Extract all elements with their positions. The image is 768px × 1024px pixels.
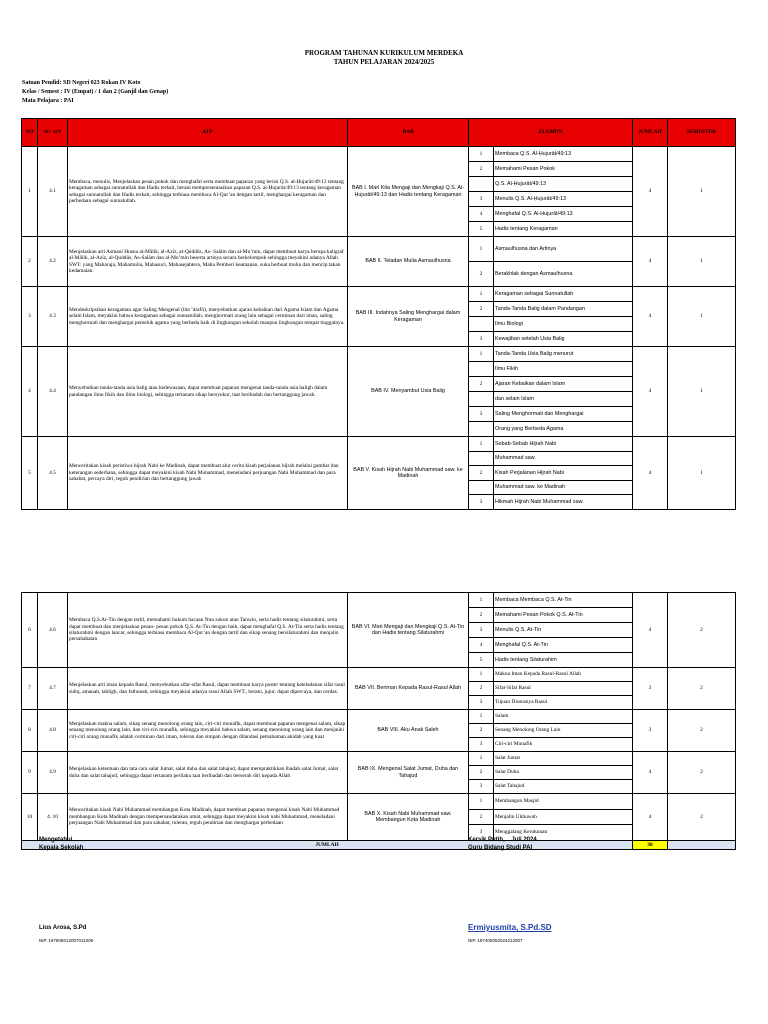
- element-number: 2: [469, 724, 494, 738]
- row-number: 2: [22, 237, 38, 287]
- element-text: Ilmu Biologi: [494, 317, 633, 332]
- row-semester: 2: [668, 593, 736, 668]
- row-jumlah: 3: [633, 710, 668, 752]
- row-number: 9: [22, 752, 38, 794]
- element-text: Q.S. Al-Ḥujurāt/49:13: [494, 177, 633, 192]
- row-atp-text: Membaca Q.S.At-Tin dengan tartil, memahami hukum bacaan Nun sukun atau Tanwin, serta hadis tentang silaturahmi, serta dapat membuat dan menjelaskan pesan- pesan pokok Q.S. At-Tin dengan baik, dapat menghafal Q.S. At-Tin serta hadis tentang silaturahmi dengan lancar, sehingga terbiasa membaca Al-Qur’an dengan tartil dan sikap senang bersilaturahmi dan menjalin persahabatan: [68, 593, 348, 668]
- table-row: [22, 752, 736, 766]
- element-number: 2: [469, 466, 494, 481]
- element-number: [469, 451, 494, 466]
- element-text: dan selain Islam: [494, 392, 633, 407]
- element-text: Hadis tentang Keragaman: [494, 222, 633, 237]
- element-text: Menghafal Q.S. At-Tin: [494, 638, 633, 653]
- element-text: Kisah Perjalanan Hijrah Nabi: [494, 466, 633, 481]
- row-number: 5: [22, 437, 38, 510]
- row-atp-number: 4.1: [38, 147, 68, 237]
- row-jumlah: 3: [633, 668, 668, 710]
- row-semester: 2: [668, 668, 736, 710]
- row-number: 7: [22, 668, 38, 710]
- header-no: NO: [22, 119, 38, 147]
- signature-left-label: [39, 836, 83, 852]
- element-text: Tanda-Tanda Balig dalam Pandangan: [494, 302, 633, 317]
- table-header: [22, 119, 736, 147]
- row-semester: 1: [668, 347, 736, 437]
- element-number: 4: [469, 207, 494, 222]
- total-empty: [668, 840, 736, 849]
- element-text: Ilmu Fikih: [494, 362, 633, 377]
- row-atp-text: Menjelaskan ketentuan dan tata cara salat Jumat, salat duha dan salat tahajud, dapat mempraktikkan ibadah salat Jumat, salat duha dan salat tahajud, sehingga dapat tertanam perilaku taat beribadah dan berserah diri kepada Allah: [68, 752, 348, 794]
- table-row: [22, 668, 736, 682]
- table-row: [22, 593, 736, 608]
- row-atp-number: 4.2: [38, 237, 68, 287]
- principal-name: Lius Arosa, S.Pd: [39, 925, 87, 931]
- element-number: 1: [469, 794, 494, 810]
- element-number: 3: [469, 696, 494, 710]
- meta-satuan: Satuan Pendid: SD Negeri 023 Rokan IV Koto: [22, 80, 141, 86]
- element-number: 1: [469, 593, 494, 608]
- guru-text: Guru Bidang Studi PAI: [468, 845, 533, 851]
- row-atp-text: Menceritakan kisah peristiwa hijrah Nabi ke Madinah, dapat membuat alur cerita kisah perjalanan hijrah melalui gambar dan keterangan sederhana, sehingga dapat meyakini kisah Nabi Muhammad, meneladani perjuangan Nabi Muhammad dan para sahabat, percaya diri, teguh pendirian dan bertanggung jawab: [68, 437, 348, 510]
- element-text: Salat Duha: [494, 766, 633, 780]
- element-number: 2: [469, 809, 494, 825]
- element-number: 1: [469, 147, 494, 162]
- element-number: [469, 422, 494, 437]
- element-text: Membangun Masjid: [494, 794, 633, 810]
- table-row: [22, 794, 736, 810]
- element-text: Sebab-Sebab Hijrah Nabi: [494, 437, 633, 452]
- element-text: Keragaman sebagai Sunnatullah: [494, 287, 633, 302]
- element-number: 2: [469, 377, 494, 392]
- header-semester: SEMESTER: [668, 119, 736, 147]
- row-atp-text: Menjelaskan arti Asmaul Husna al-Mālik, al-Azīz, al-Quddūs, As- Salām dan al-Mu’min, dapat membuat karya berupa kaligraf al-Mālik, al-Azīz, al-Quddūs, As-Salām dan al-Mu’min beserta artinya secara berkelompok sehingga meyakini adanya Allah SWT. yang Maharaja, Mahamulia, Mahasuci, Mahasejahtera, Maha Pemberi keamanan, suka berbuat mulia dan mencip takan kedamaian.: [68, 237, 348, 287]
- row-number: 4: [22, 347, 38, 437]
- element-number: [469, 392, 494, 407]
- element-text: Salam: [494, 710, 633, 724]
- row-jumlah: 4: [633, 752, 668, 794]
- element-number: 3: [469, 407, 494, 422]
- element-number: 3: [469, 192, 494, 207]
- element-number: 2: [469, 608, 494, 623]
- element-text: Tujuan Diutusnya Rasul: [494, 696, 633, 710]
- row-bab: BAB VIII. Aku Anak Saleh: [348, 710, 469, 752]
- element-number: 4: [469, 638, 494, 653]
- row-bab: BAB IX. Mengenal Salat Jumat, Duha dan Tahajud: [348, 752, 469, 794]
- element-number: 1: [469, 437, 494, 452]
- table-row: [22, 710, 736, 724]
- row-atp-number: 4.4: [38, 347, 68, 437]
- element-text: Senang Menolong Orang Lain: [494, 724, 633, 738]
- header-atp: ATP: [68, 119, 348, 147]
- row-atp-number: 4.8: [38, 710, 68, 752]
- row-bab: BAB X. Kisah Nabi Muhammad saw. Membangun Kota Madinah: [348, 794, 469, 841]
- element-number: 1: [469, 287, 494, 302]
- row-bab: BAB IV. Menyambut Usia Balig: [348, 347, 469, 437]
- element-text: Menulis Q.S. Al-Ḥujurāt/49:13: [494, 192, 633, 207]
- row-semester: 1: [668, 237, 736, 287]
- header-elemen: ELEMEN: [469, 119, 633, 147]
- row-jumlah: 4: [633, 347, 668, 437]
- row-jumlah: 4: [633, 287, 668, 347]
- row-atp-number: 4.5: [38, 437, 68, 510]
- row-atp-number: 4.7: [38, 668, 68, 710]
- row-atp-text: Menyebutkan tanda-tanda usia balig atau kedewasaan, dapat membuat paparan mengenai tanda-tanda usia baligh dalam pandangan ilmu fikih dan ilmu biologi, sehingga tertanam sikap bersyukur, taat beribadah dan bertanggung jawab.: [68, 347, 348, 437]
- doc-subtitle: TAHUN PELAJARAN 2024/2025: [333, 58, 435, 66]
- element-text: Sifat-Sifat Rasul: [494, 682, 633, 696]
- doc-title: PROGRAM TAHUNAN KURIKULUM MERDEKA: [304, 49, 464, 57]
- element-number: 3: [469, 495, 494, 510]
- element-text: Membaca Q.S. Al-Ḥujurāt/49:13: [494, 147, 633, 162]
- element-text: Muhammad saw. ke Madinah: [494, 480, 633, 495]
- element-number: 3: [469, 780, 494, 794]
- row-semester: 1: [668, 437, 736, 510]
- table-row: [22, 287, 736, 302]
- row-bab: BAB II. Teladan Mulia Asmaulhusna: [348, 237, 469, 287]
- element-number: [469, 317, 494, 332]
- row-number: 10: [22, 794, 38, 841]
- element-number: 1: [469, 347, 494, 362]
- element-number: 2: [469, 682, 494, 696]
- row-bab: BAB I. Mari Kita Mengaji dan Mengkaji Q.S. Al-Ḥujurāt/49:13 dan Hadis tentang Keragaman: [348, 147, 469, 237]
- row-atp-text: Mendeskripsikan keragaman agar Saling Mengenal (lita ‘ārafū), menyebutkan ajaran kebaikan dari Agama Islam dan Agama selain Islam, meyakini bahwa keragaman sebagai sunnatullah, menghormati orang lain sebagai cerminan dari iman, saling menghormati dan menghargai pemeluk agama yang berbeda baik di lingkungan sekolah maupun lingkungan tempat tinggalnya.: [68, 287, 348, 347]
- row-jumlah: 4: [633, 237, 668, 287]
- total-label: JUMLAH: [22, 840, 633, 849]
- total-row: [22, 840, 736, 849]
- element-text: Hadis tentang Silaturahim: [494, 653, 633, 668]
- row-atp-text: Menjelaskan makna salam, sikap senang menolong orang lain, ciri-ciri munafik, dapat membuat paparan mengenai salam, sikap senang menolong orang lain, dan ciri-ciri munafik, sehingga meyakini bahwa salam, senang menolong orang lain dan menjauhi ciri-ciri orang munafik adalah cerminan dari iman, toleran dan simpati dengan dilandasi pemahaman akidah yang kuat: [68, 710, 348, 752]
- row-bab: BAB III. Indahnya Saling Menghargai dalam Keragaman: [348, 287, 469, 347]
- row-atp-number: 4. 10: [38, 794, 68, 841]
- teacher-nip: NIP. 197405052024212007: [468, 938, 523, 943]
- element-text: Menghafal Q.S. Al-Ḥujurāt/49:13: [494, 207, 633, 222]
- element-number: [469, 177, 494, 192]
- row-atp-text: Menceritakan kisah Nabi Muhammad membangun Kota Madinah, dapat membuat paparan mengenai kisah Nabi Muhammad membangun Kota Madinah dengan mempersaudarakan umat, sehingga dapat meyakini kisah nabi Muhammad, meneladani perjuangan Nabi Muhammad dan para sahabat, toleran, teguh pendirian dan menghargai perbedaan: [68, 794, 348, 841]
- table-row: [22, 437, 736, 452]
- header-bab: BAB: [348, 119, 469, 147]
- element-text: Kewajiban setelah Usia Balig: [494, 332, 633, 347]
- element-number: 3: [469, 738, 494, 752]
- element-number: 1: [469, 752, 494, 766]
- signature-right-label: [468, 836, 537, 852]
- element-text: Ajaran Kebaikan dalam Islam: [494, 377, 633, 392]
- program-table-semester-1: [21, 118, 736, 510]
- meta-kelas: Kelas / Semest : IV (Empat) / 1 dan 2 (Ganjil dan Genap): [22, 89, 169, 95]
- header-no-atp: NO. ATP: [38, 119, 68, 147]
- element-number: 2: [469, 302, 494, 317]
- table-row: [22, 237, 736, 262]
- element-number: 5: [469, 653, 494, 668]
- element-number: 2: [469, 162, 494, 177]
- element-text: Membaca Membaca Q.S. At-Tin: [494, 593, 633, 608]
- program-table-semester-2: [21, 592, 736, 850]
- row-jumlah: 4: [633, 437, 668, 510]
- element-text: Menulis Q.S. At-Tin: [494, 623, 633, 638]
- element-number: 5: [469, 222, 494, 237]
- row-atp-text: Menjelaskan arti iman kepada Rasul, menyebutkan sifat-sifat Rasul, dapat membuat karya poster tentang keteladanan sifat rasul sidiq, amanah, tabligh, dan fathonah, sehingga meyakini adanya rasul Allah SWT., berani, jujur, dapat dipercaya, dan cerdas.: [68, 668, 348, 710]
- element-text: Saling Menghormati dan Menghargai: [494, 407, 633, 422]
- element-number: 2: [469, 262, 494, 287]
- element-number: 3: [469, 332, 494, 347]
- row-jumlah: 4: [633, 147, 668, 237]
- element-text: Memahami Pesan Pokok Q.S. At-Tin: [494, 608, 633, 623]
- row-atp-number: 4.9: [38, 752, 68, 794]
- element-number: 1: [469, 710, 494, 724]
- table-row: [22, 147, 736, 162]
- row-semester: 2: [668, 794, 736, 841]
- row-jumlah: 4: [633, 593, 668, 668]
- element-text: Muhammad saw.: [494, 451, 633, 466]
- element-text: Tanda-Tanda Usia Balig menurut: [494, 347, 633, 362]
- row-atp-number: 4.3: [38, 287, 68, 347]
- row-semester: 1: [668, 147, 736, 237]
- row-bab: BAB V. Kisah Hijrah Nabi Muhammad saw. ke Madinah: [348, 437, 469, 510]
- element-number: 3: [469, 825, 494, 841]
- row-bab: BAB VI. Mari Mengaji dan Mengkaji Q.S. At-Tin dan Hadis tentang Silaturahmi: [348, 593, 469, 668]
- element-text: Menjalin Ukhuwah: [494, 809, 633, 825]
- element-text: Orang yang Berbeda Agama: [494, 422, 633, 437]
- element-text: Makna Iman Kepada Rasul-Rasul Allah: [494, 668, 633, 682]
- total-value: 38: [633, 840, 668, 849]
- element-text: Hikmah Hijrah Nabi Muhammad saw.: [494, 495, 633, 510]
- element-number: 3: [469, 623, 494, 638]
- row-number: 8: [22, 710, 38, 752]
- row-semester: 1: [668, 287, 736, 347]
- element-text: Menggalang Kerukunan: [494, 825, 633, 841]
- mengetahui-text: Mengetahui: [39, 837, 73, 843]
- element-number: [469, 362, 494, 377]
- element-number: 1: [469, 668, 494, 682]
- row-atp-text: Membaca, menulis, Menjelaskan pesan pokok dan menghafal serta membuat paparan yang berisi Q.S. al-Ḥujurāt/49:13 tentang keragaman sebagai sunnatullah dan Hadis terkait, berani mempresentasikan paparan Q.S. al-Ḥujurāt/49:13 tentang keragaman sebagai sunnatullah dan Hadis terkait, sehingga terbiasa membaca Al-Qur’an dengan tartil, menghargai keragaman dan perbedaan sebagai sunnatullah.: [68, 147, 348, 237]
- header-jumlah: JUMLAH: [633, 119, 668, 147]
- table-row: [22, 347, 736, 362]
- element-number: 2: [469, 766, 494, 780]
- teacher-name[interactable]: Ermiyusmita, S.Pd.SD: [468, 923, 552, 932]
- element-text: Berakhlak dengan Asmaulhusna: [494, 262, 633, 287]
- element-text: Salat Jumat: [494, 752, 633, 766]
- row-number: 3: [22, 287, 38, 347]
- element-number: [469, 480, 494, 495]
- row-bab: BAB VII. Beriman Kepada Rasul-Rasul Allah: [348, 668, 469, 710]
- row-jumlah: 4: [633, 794, 668, 841]
- element-number: 1: [469, 237, 494, 262]
- place-date-text: Kersik Putih, .. Juli 2024: [468, 837, 537, 843]
- principal-nip: NIP. 197606012007011006: [39, 938, 94, 943]
- element-text: Ciri-ciri Munafik: [494, 738, 633, 752]
- element-text: Asmaulhusna dan Artinya: [494, 237, 633, 262]
- element-text: Salat Tahajud: [494, 780, 633, 794]
- element-text: Memahami Pesan Pokok: [494, 162, 633, 177]
- row-semester: 2: [668, 752, 736, 794]
- kepala-sekolah-text: Kepala Sekolah: [39, 845, 84, 851]
- row-semester: 2: [668, 710, 736, 752]
- row-number: 6: [22, 593, 38, 668]
- row-atp-number: 4.6: [38, 593, 68, 668]
- meta-mapel: Mata Pelajara : PAI: [22, 98, 74, 104]
- row-number: 1: [22, 147, 38, 237]
